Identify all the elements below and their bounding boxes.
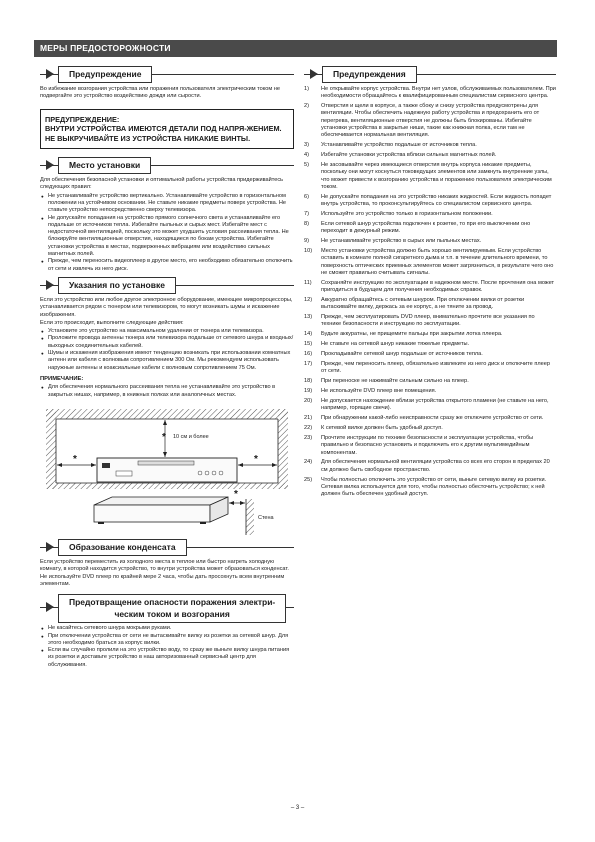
triangle-icon xyxy=(46,602,54,612)
warning-item xyxy=(304,238,556,245)
warning-item-text: Отверстия и щели в корпусе, а также сбоку и снизу устройства предусмотрены для вентиляции. Чтобы обеспечить надежную работу устройства и предохранить его от перегрева, вентиляционные отверстия не должны быть блокированы. Избегайте установки устройства в закрытые ниши, такие как книжная полка, если там не обеспечивается нормальная вентиляция. xyxy=(321,103,540,139)
triangle-icon xyxy=(46,69,54,79)
location-bullets xyxy=(40,193,294,273)
warning-item xyxy=(304,351,556,358)
list-item: ● Проложите провода антенны тюнера или телевизора подальше от сетевого шнура и входных/выходных соединительных кабелей. xyxy=(40,335,294,350)
warning-item-text: При обнаружении какой-либо неисправности сразу же отключите устройство от сети. xyxy=(321,415,544,422)
niche-bottom xyxy=(46,483,288,489)
install-p2: Если это происходит, выполните следующие действия: xyxy=(40,319,184,326)
warning-item-number: 22) xyxy=(304,425,313,432)
dvd-player-side xyxy=(94,505,210,522)
warning-item-text: Прокладывайте сетевой шнур подальше от источников тепла. xyxy=(321,351,483,358)
warning-item-number: 8) xyxy=(304,220,309,227)
warnings-list xyxy=(304,86,556,499)
warning-item xyxy=(304,341,556,348)
niche-left xyxy=(46,409,56,489)
warning-item-text: Сохраняйте инструкцию по эксплуатации в надежном месте. После прочтения она может пригодиться в будущем для получения необходимых справок. xyxy=(321,279,555,294)
warning-item-text: Не допускайте попадания на это устройство никаких жидкостей. Если жидкость попадет внутрь устройства, то проконсультируйтесь со специалистом сервисного центра. xyxy=(321,193,552,208)
triangle-icon xyxy=(46,280,54,290)
warning-item-number: 14) xyxy=(304,331,313,338)
warning-item-text: Не устанавливайте устройство в сырых или пыльных местах. xyxy=(321,238,482,245)
condensation-text: Если устройство переместить из холодного места в теплое или быстро нагреть холодную комнату, в которой находится устройство, то внутри устройства может образоваться конденсат. Не используйте DVD плеер по крайней мере 2 часа, чтобы дать просохнуть всем внутренним элементам. xyxy=(40,559,289,587)
wall xyxy=(246,499,254,535)
list-item: ● Для обеспечения нормального рассеивания тепла не устанавливайте это устройство в закрытых нишах, например, в книжных полках или аналогичных местах. xyxy=(40,384,294,399)
warning-item-number: 6) xyxy=(304,193,309,200)
warning-item-number: 25) xyxy=(304,476,313,483)
star-mark: * xyxy=(162,432,166,444)
section-heading-shock: Предотвращение опасности поражения электри- ческим током и возгорания xyxy=(40,594,294,622)
list-item: ● Не устанавливайте устройство вертикально. Устанавливайте устройство в горизонтальном положении на устойчивом основании. Не ставьте никакие предметы поверх устройства. Не ставьте устройство непосредственно сверху телевизора. xyxy=(40,193,294,215)
star-mark: * xyxy=(73,454,77,466)
warning-item-number: 2) xyxy=(304,103,309,110)
warning-item-number: 9) xyxy=(304,238,309,245)
warning-item xyxy=(304,297,556,312)
warning-item-number: 10) xyxy=(304,247,313,254)
warning-item-number: 16) xyxy=(304,351,313,358)
list-item: ● Не допускайте попадания на устройство прямого солнечного света и устанавливайте его подальше от источников тепла. Избегайте пыльных и сырых мест. Избегайте мест с недостаточной вентиляцией, поскольку это может ухудшить условия рассеивания тепла. Не блокируйте вентиляционные отверстия, находящиеся по бокам устройства. Избегайте установки устройства в местах, подверженных вибрациям или воздействию сильных магнитных полей. xyxy=(40,215,294,259)
warning-item xyxy=(304,415,556,422)
warning-item xyxy=(304,388,556,395)
right-column xyxy=(304,66,556,501)
page-header-title: МЕРЫ ПРЕДОСТОРОЖНОСТИ xyxy=(40,43,171,53)
warning-item-number: 19) xyxy=(304,388,313,395)
warning-item-text: К сетевой вилке должен быть удобный доступ. xyxy=(321,425,443,432)
section-heading-install: Указания по установке xyxy=(40,277,294,294)
warning-item-text: Для обеспечения нормальной вентиляции устройства со всех его сторон в пределах 20 см должно быть свободное пространство. xyxy=(321,459,550,473)
warning-item-text: Не ставьте на сетевой шнур никакие тяжелые предметы. xyxy=(321,341,470,348)
warning-item-text: Аккуратно обращайтесь с сетевым шнуром. При отключении вилки от розетки вытаскивайте вилку, держась за ее корпус, а не тяните за провод. xyxy=(321,296,525,311)
warning-item xyxy=(304,425,556,432)
warning-item xyxy=(304,248,556,277)
warning-item xyxy=(304,361,556,376)
niche-right xyxy=(278,409,288,489)
warning-item-number: 11) xyxy=(304,279,312,286)
list-item: ● Установите это устройство на максимальном удалении от тюнера или телевизора. xyxy=(40,328,294,335)
warning-item xyxy=(304,398,556,413)
left-column xyxy=(40,66,294,670)
warning-item xyxy=(304,314,556,329)
ventilation-diagram xyxy=(40,405,294,535)
warning-item xyxy=(304,194,556,209)
warning-item-number: 15) xyxy=(304,341,313,348)
install-p1: Если это устройство или любое другое электронное оборудование, имеющее микропроцессоры, устанавливается рядом с тюнером или телевизором, то могут возникать шумы и искажение изображения. xyxy=(40,296,293,318)
list-item: ● Не касайтесь сетевого шнура мокрыми руками. xyxy=(40,625,294,632)
warning-item-number: 12) xyxy=(304,296,313,303)
warning-item-text: Если сетевой шнур устройства подключен к розетке, то при его выключении оно переходит в дежурный режим. xyxy=(321,220,531,235)
warning-item-text: Чтобы полностью отключить это устройство от сети, выньте сетевую вилку из розетки. Сетевая вилка используется для того, чтобы полностью обесточить устройство; к ней должен быть обеспечен удобный доступ. xyxy=(321,476,547,498)
warning-item-text: Место установки устройства должно быть хорошо вентилируемым. Если устройство оставить в комнате полной сигаретного дыма и т.п. в течение длительного времени, то поверхность оптических приемных элементов может загрязниться, в результате чего оно не сможет правильно считывать сигналы. xyxy=(321,247,554,276)
warning-item-text: Устанавливайте устройство подальше от источников тепла. xyxy=(321,142,477,149)
list-item: ● Шумы и искажения изображения имеют тенденцию возникать при использовании комнатных антенн или кабеля с волновым сопротивлением 300 Ом. Мы рекомендуем использовать наружные антенны и коаксиальные кабели с волновым сопротивлением 75 Ом. xyxy=(40,350,294,372)
warning-item-number: 5) xyxy=(304,162,309,169)
warning-item-text: Не используйте DVD плеер вне помещения. xyxy=(321,388,437,395)
location-intro: Для обеспечения безопасной установки и оптимальной работы устройства придерживайтесь следующих правил: xyxy=(40,177,284,191)
shock-bullets xyxy=(40,625,294,669)
warning-item xyxy=(304,477,556,499)
warning-item xyxy=(304,152,556,159)
warning-item-number: 7) xyxy=(304,211,309,218)
list-item: ● При отключении устройства от сети не вытаскивайте вилку из розетки за сетевой шнур. Для этого необходимо браться за корпус вилки. xyxy=(40,633,294,648)
page-number: – 3 – xyxy=(290,805,305,811)
warning-item-number: 20) xyxy=(304,397,313,404)
section-heading-warnings: Предупреждения xyxy=(304,66,556,83)
note-title: ПРИМЕЧАНИЕ: xyxy=(40,375,84,382)
warning-item-text: Прежде, чем эксплуатировать DVD плеер, внимательно прочтите все указания по технике безопасности и инструкцию по эксплуатации. xyxy=(321,314,535,328)
triangle-icon xyxy=(46,160,54,170)
triangle-icon xyxy=(46,542,54,552)
warning-item-text: Прочтите инструкции по технике безопасности и эксплуатации устройства, чтобы правильно и безопасно установить и подключить его к другим мультимедийным компонентам. xyxy=(321,434,534,456)
wall-label: Стена xyxy=(258,515,274,522)
warning-item-number: 13) xyxy=(304,314,313,321)
section-heading-location: Место установки xyxy=(40,157,294,174)
section-heading-condensation: Образование конденсата xyxy=(40,539,294,556)
note-bullets xyxy=(40,384,294,399)
star-mark: * xyxy=(234,489,238,501)
warning-item-text: Будьте аккуратны, не прищемите пальцы при закрытии лотка плеера. xyxy=(321,331,503,338)
warning-item-text: Не засовывайте через имеющиеся отверстия внутрь корпуса никакие предметы, поскольку они могут коснуться токоведущих элементов или замкнуть внутренние узлы, что может привести к возгоранию устройства и поражению пользователя электрическим током. xyxy=(321,162,552,190)
warning-item-number: 4) xyxy=(304,152,309,159)
ventilation-diagram-svg xyxy=(40,405,294,535)
warning-item xyxy=(304,221,556,236)
section-heading-warning: Предупреждение xyxy=(40,66,294,83)
list-item: ● Прежде, чем переносить видеоплеер в другое место, его необходимо обязательно отключить от сети и извлечь из него диск. xyxy=(40,258,294,273)
triangle-icon xyxy=(310,69,318,79)
gap-label: 10 см и более xyxy=(173,434,209,441)
warning-item-number: 3) xyxy=(304,142,309,149)
warning-item-text: Не открывайте корпус устройства. Внутри нет узлов, обслуживаемых пользователем. При необходимости обращайтесь к квалифицированным специалистам сервисного центра. xyxy=(321,86,556,100)
warning-item-number: 24) xyxy=(304,459,313,466)
warning-item xyxy=(304,86,556,101)
warning-item-number: 18) xyxy=(304,378,313,385)
warning-box: ПРЕДУПРЕЖДЕНИЕ: ВНУТРИ УСТРОЙСТВА ИМЕЮТСЯ ДЕТАЛИ ПОД НАПРЯ-ЖЕНИЕМ. НЕ ВЫКРУЧИВАЙТЕ ИЗ УСТРОЙСТВА НИКАКИЕ ВИНТЫ. xyxy=(40,109,294,150)
warning-item xyxy=(304,211,556,218)
warning-item xyxy=(304,162,556,191)
page-header-bar xyxy=(34,40,557,57)
warning-item xyxy=(304,378,556,385)
warning-item-text: Прежде, чем переносить плеер, обязательно извлеките из него диск и отключите плеер от сети. xyxy=(321,361,550,375)
list-item: ● Если вы случайно пролили на это устройство воду, то сразу же выньте вилку шнура питания из розетки и доставьте устройство в наш авторизованный сервисный центр для обслуживания. xyxy=(40,647,294,669)
warning-item-text: Не допускается нахождение вблизи устройства открытого пламени (не ставьте на него, например, горящие свечи). xyxy=(321,397,549,412)
warning-item-number: 23) xyxy=(304,434,313,441)
niche-top xyxy=(46,409,288,419)
warning-item-number: 21) xyxy=(304,415,313,422)
warning-item-text: Избегайте установки устройства вблизи сильных магнитных полей. xyxy=(321,152,497,159)
install-bullets xyxy=(40,328,294,372)
warning-item-number: 1) xyxy=(304,86,309,92)
warning-item-text: При переноске не нажимайте сильным сильно на плеер. xyxy=(321,378,469,385)
warning-item xyxy=(304,280,556,295)
warning-item-number: 17) xyxy=(304,361,313,367)
star-mark: * xyxy=(254,454,258,466)
warning-text: Во избежание возгорания устройства или поражения пользователя электрическим током не подвергайте это устройство воздействию дождя или сырости. xyxy=(40,86,280,100)
warning-item-text: Используйте это устройство только в горизонтальном положении. xyxy=(321,211,493,218)
warning-item xyxy=(304,459,556,474)
warning-item xyxy=(304,435,556,457)
warning-item xyxy=(304,142,556,149)
warning-item xyxy=(304,331,556,338)
warning-item xyxy=(304,103,556,139)
